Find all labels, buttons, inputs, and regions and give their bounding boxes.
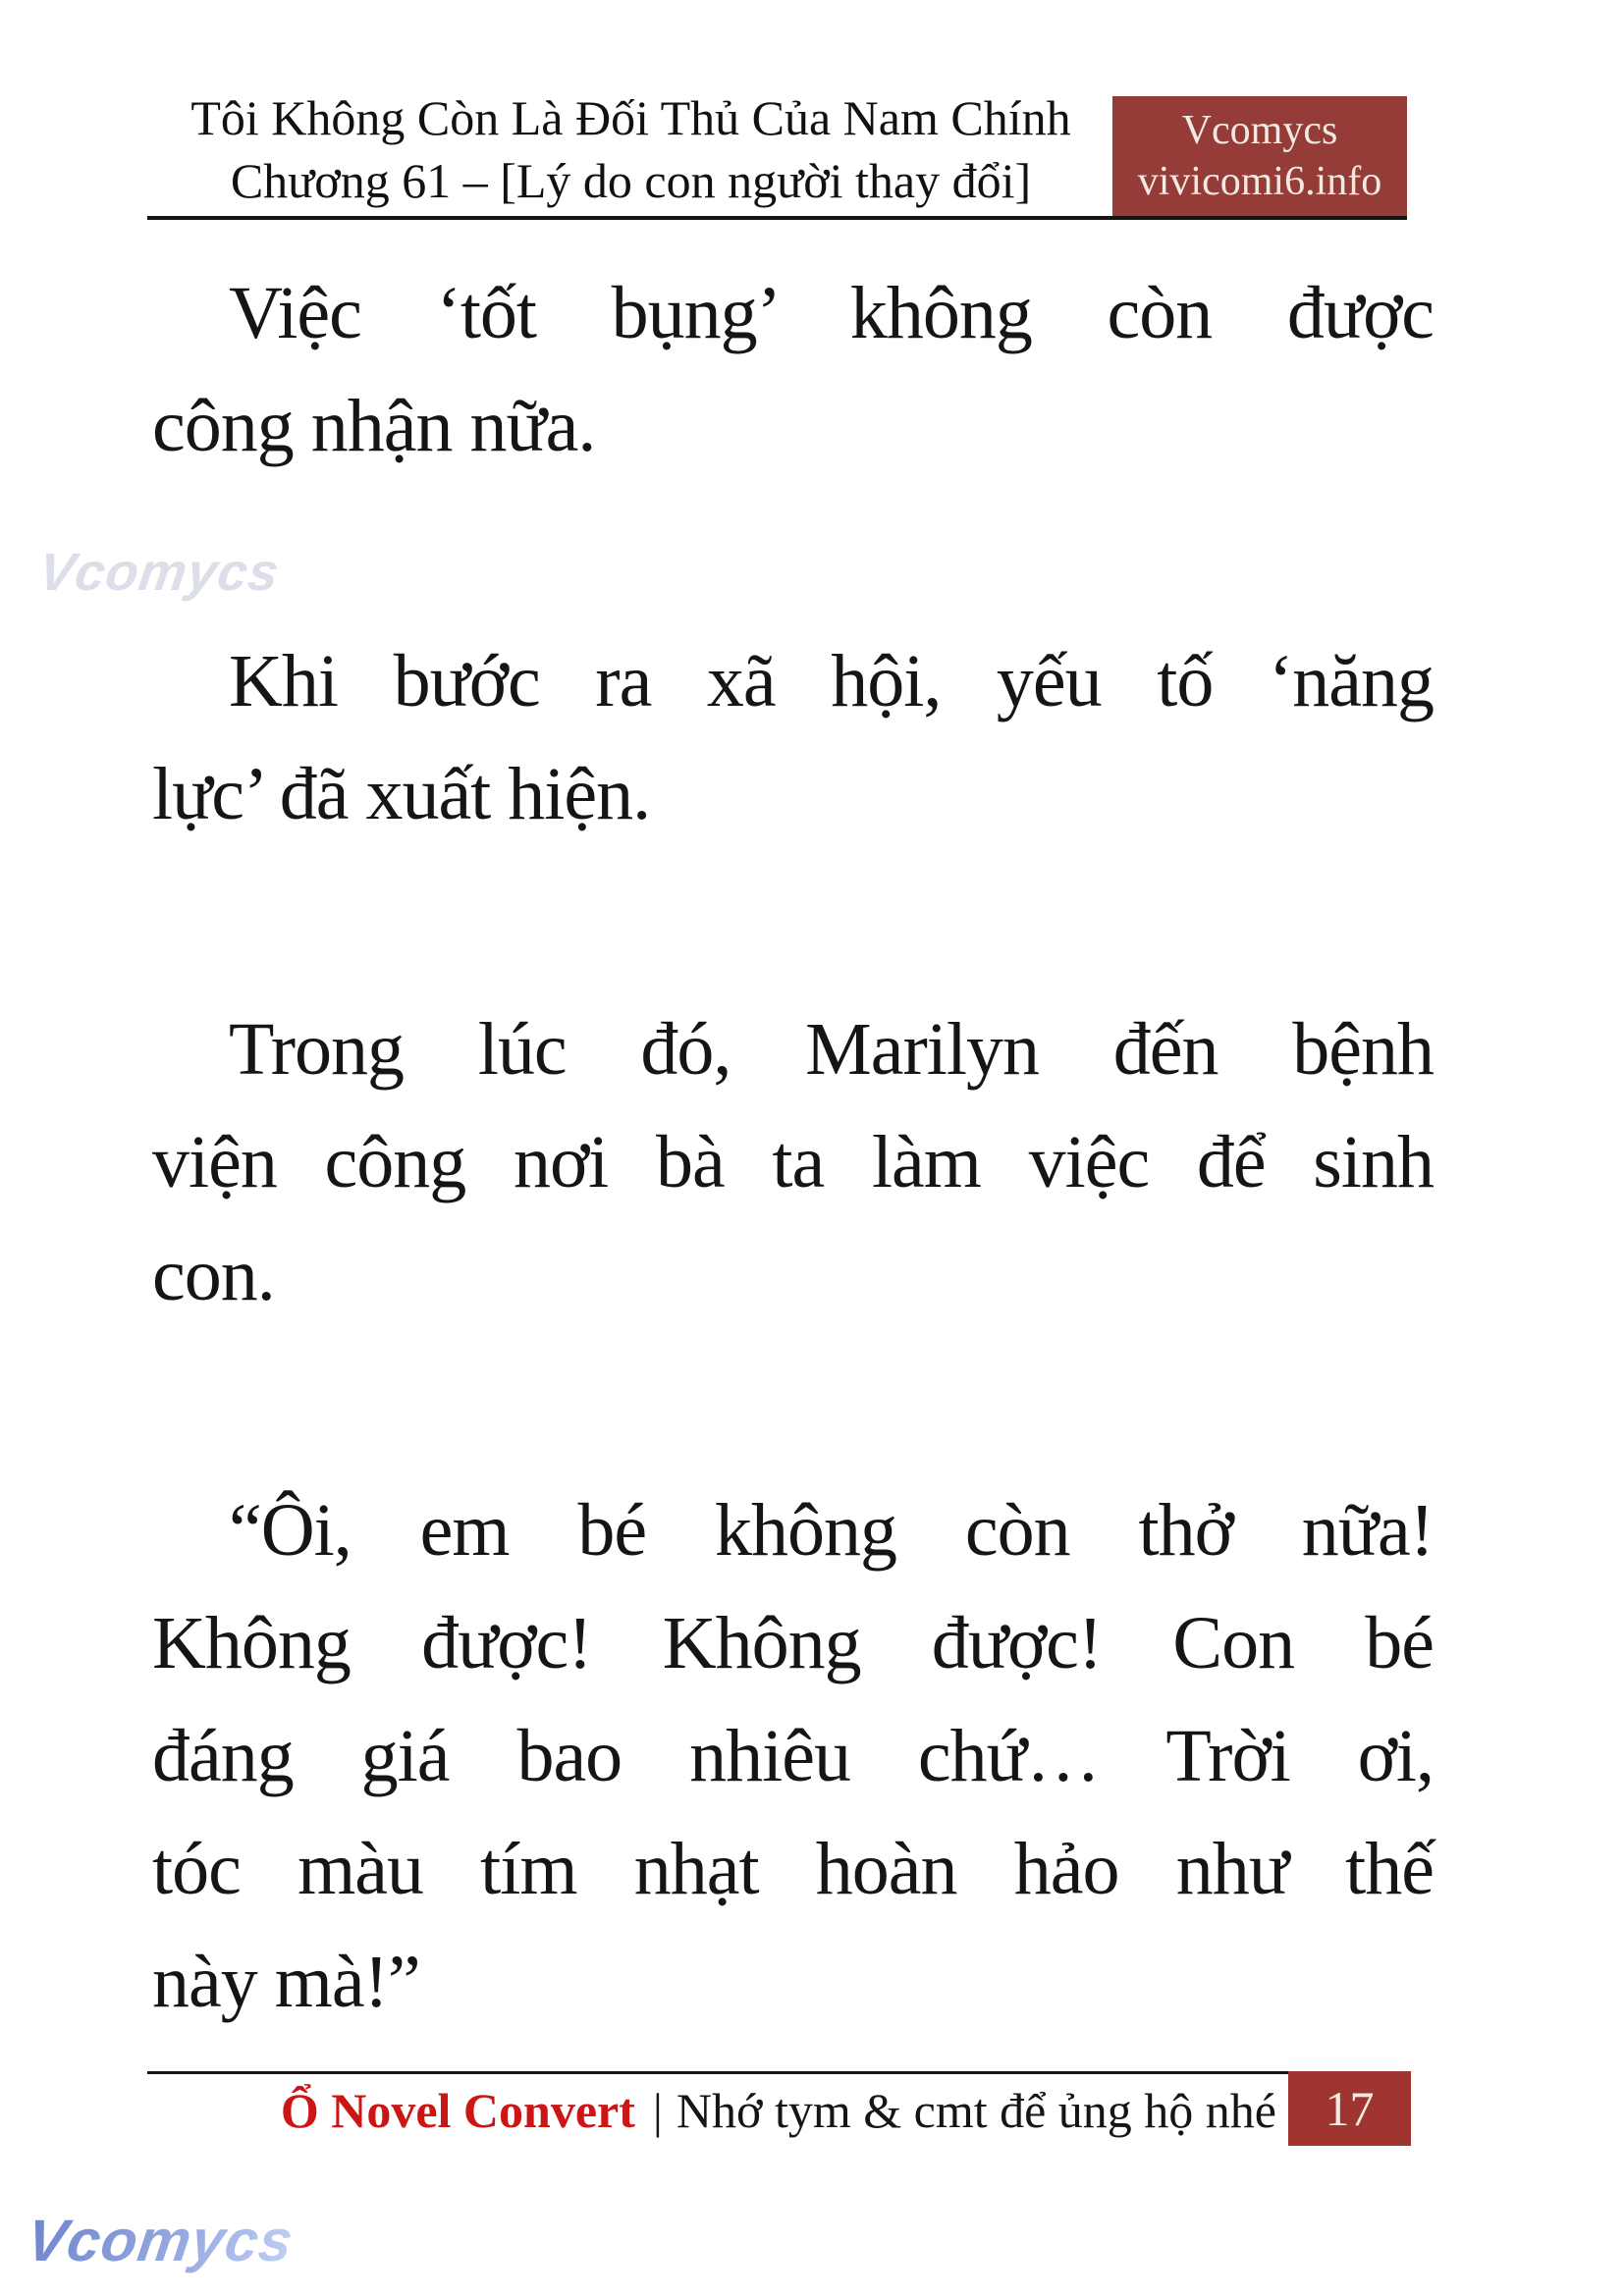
paragraph-line: Khi bước ra xã hội, yếu tố ‘năng xyxy=(229,640,1434,722)
paragraph xyxy=(152,625,1434,851)
page-number: 17 xyxy=(1325,2081,1375,2136)
footer-brand: Ổ Novel Convert xyxy=(280,2083,635,2138)
translator-badge-name: Vcomycs xyxy=(1181,108,1338,153)
chapter-subtitle: Chương 61 – [Lý do con người thay đổi] xyxy=(230,153,1032,208)
translator-badge xyxy=(1112,96,1407,216)
footer-credit xyxy=(147,2079,1276,2142)
paragraph-line: Việc ‘tốt bụng’ không còn được xyxy=(229,272,1434,354)
vcomycs-watermark-bottom: Vcomycs xyxy=(23,2208,298,2273)
paragraph xyxy=(152,1474,1434,2039)
vcomycs-watermark-middle: Vcomycs xyxy=(34,543,284,602)
paragraph-line: lực’ đã xuất hiện. xyxy=(152,753,651,835)
paragraph-line: “Ôi, em bé không còn thở nữa! xyxy=(229,1489,1434,1572)
paragraph-line: đáng giá bao nhiêu chứ… Trời ơi, xyxy=(152,1715,1434,1797)
paragraph-line: này mà!” xyxy=(152,1941,420,2023)
footer-message: Nhớ tym & cmt để ủng hộ nhé xyxy=(676,2083,1276,2138)
paragraph-line: công nhận nữa. xyxy=(152,385,596,467)
paragraph-line: Không được! Không được! Con bé xyxy=(152,1602,1434,1684)
paragraph xyxy=(152,257,1434,483)
paragraph-line: Trong lúc đó, Marilyn đến bệnh xyxy=(229,1008,1434,1091)
header-divider xyxy=(147,216,1407,220)
footer-divider xyxy=(147,2071,1288,2074)
chapter-header xyxy=(152,86,1110,212)
paragraph-line: con. xyxy=(152,1234,275,1316)
paragraph xyxy=(152,993,1434,1332)
body-text xyxy=(152,257,1434,2039)
novel-title: Tôi Không Còn Là Đối Thủ Của Nam Chính xyxy=(190,90,1071,145)
translator-badge-site: vivicomi6.info xyxy=(1137,159,1382,204)
footer-separator: | xyxy=(652,2083,663,2138)
page-number-box xyxy=(1288,2071,1411,2146)
paragraph-line: viện công nơi bà ta làm việc để sinh xyxy=(152,1121,1434,1203)
paragraph-line: tóc màu tím nhạt hoàn hảo như thế xyxy=(152,1828,1434,1910)
